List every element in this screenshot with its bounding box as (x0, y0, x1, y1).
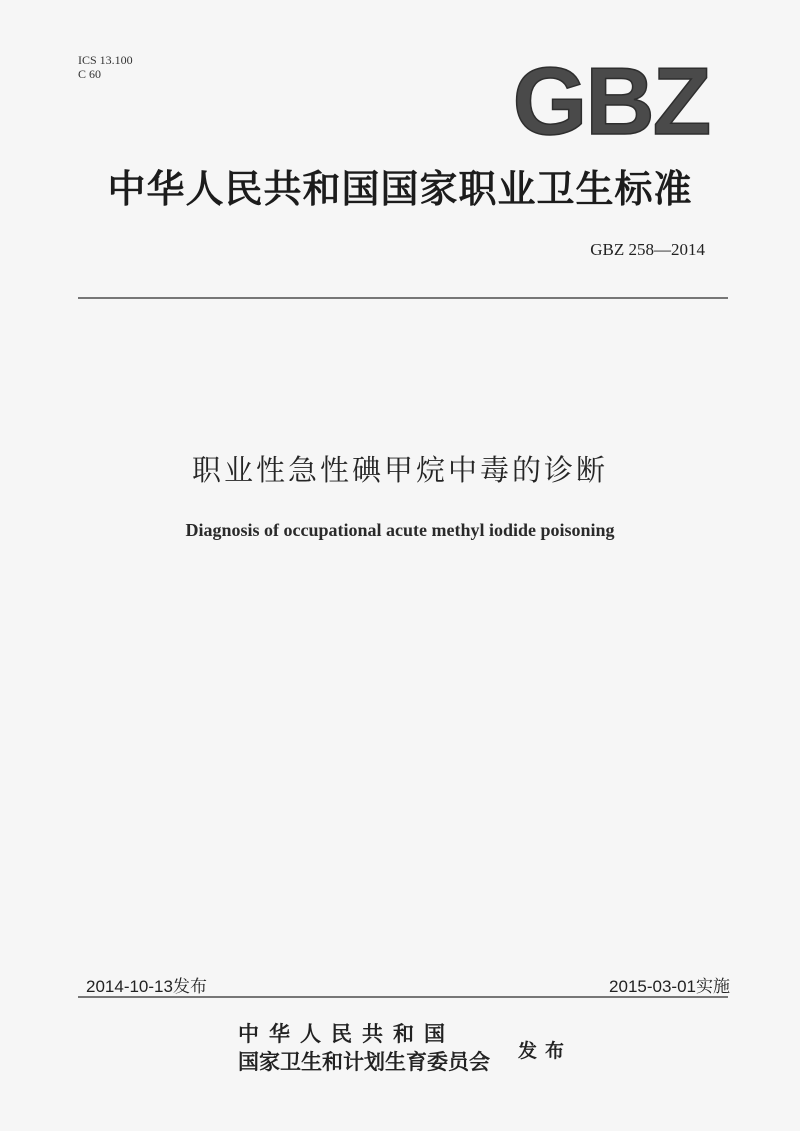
header-divider (78, 297, 728, 299)
gbz-logo (496, 62, 726, 140)
standard-number: GBZ 258—2014 (590, 240, 705, 259)
footer-divider (78, 996, 728, 998)
svg-text:GBZ: GBZ (512, 62, 710, 140)
issuer-commission: 国家卫生和计划生育委员会 (238, 1049, 490, 1074)
classification-codes (78, 53, 133, 81)
issuer-country: 中华人民共和国 (238, 1021, 455, 1046)
publish-label: 发布 (518, 1040, 573, 1062)
issuing-authority (238, 1020, 490, 1076)
document-title-chinese: 职业性急性碘甲烷中毒的诊断 (191, 453, 608, 487)
ics-code: ICS 13.100 (78, 53, 133, 67)
standard-category-title: 中华人民共和国国家职业卫生标准 (107, 166, 693, 211)
document-title-english: Diagnosis of occupational acute methyl iodide poisoning (185, 520, 615, 540)
ccs-code: C 60 (78, 67, 102, 81)
implementation-date: 2015-03-01实施 (609, 977, 730, 996)
issue-date: 2014-10-13发布 (86, 977, 207, 996)
